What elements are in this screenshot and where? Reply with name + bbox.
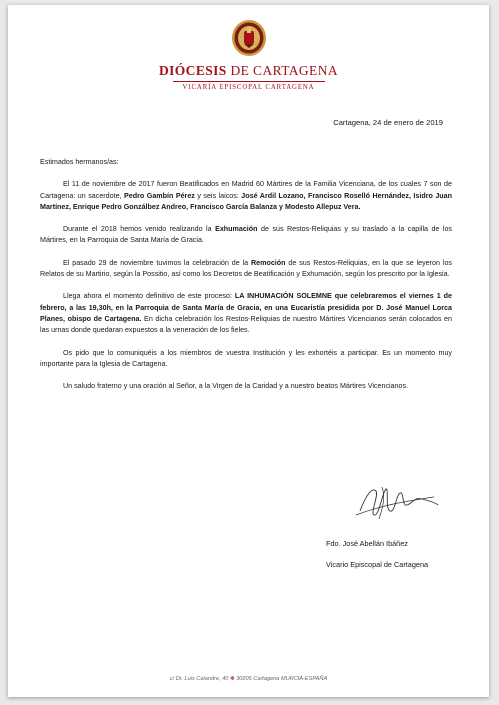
signer-name: Fdo. José Abellán Ibáñez [326,539,408,548]
paragraph-3: El pasado 29 de noviembre tuvimos la celebración de la Remoción de sus Restos-Reliquias, en la que se leyeron los Relatos de su Martirio, según la Possitio, así como los Decretos de Beatificación y Exhumación, según los prescrito por la Iglesia. [40,258,452,279]
letter-date: Cartagena, 24 de enero de 2019 [333,118,443,127]
paragraph-5: Os pido que lo comuniquéis a los miembros de vuestra Institución y les exhortéis a participar. Es un momento muy importante para la Iglesia de Cartagena. [40,348,452,368]
header-divider [173,81,325,82]
paragraph-2: Durante el 2018 hemos venido realizando la Exhumación de sus Restos-Reliquias y su traslado a la capilla de los Mártires, en la Parroquia de Santa María de Gracia. [40,225,452,245]
signer-title: Vicario Episcopal de Cartagena [326,560,429,569]
handwritten-signature [352,475,442,525]
letterhead [8,19,489,91]
separator-icon: ❋ [229,676,235,682]
letter-body [40,157,452,403]
paragraph-4: Llega ahora el momento definitivo de este proceso: LA INHUMACIÓN SOLEMNE que celebraremos el viernes 1 de febrero, a las 19,30h, en la Parroquia de Santa María de Gracia, en una Eucaristía presidida por D. José Manuel Lorca Planes, obispo de Cartagena. En dicha celebración los Restos-Reliquias de nuestro Mártires Vicencianos serán colocados en las urnas donde quedaran expuestos a la veneración de los fieles. [40,292,452,335]
paragraph-6: Un saludo fraterno y una oración al Señor, a la Virgen de la Caridad y a nuestro beatos Mártires Vicencianos. [63,382,409,391]
organization-name: DIÓCESIS DE CARTAGENA [158,63,339,78]
organization-subtitle: VICARÍA EPISCOPAL CARTAGENA [182,84,315,91]
signature-block [326,539,428,581]
letter-page [8,5,489,697]
greeting: Estimados hermanos/as: [40,158,119,166]
footer-address: c/ Dr. Luis Calandre, 40 ❋ 30205 Cartagena MURCIA-ESPAÑA [169,676,328,682]
paragraph-1: El 11 de noviembre de 2017 fueron Beatificados en Madrid 60 Mártires de la Familia Vicenciana, de los cuales 7 son de Cartagena: un sacerdote, Pedro Gambín Pérez y seis laicos: José Ardil Lozano, Francisco Roselló Hernández, Isidro Juan Martínez, Enrique Pedro Gonzálbez Andreo, Francisco García Balanza y Modesto Allepuz Vera. [40,180,452,211]
diocese-seal-icon [231,19,267,57]
